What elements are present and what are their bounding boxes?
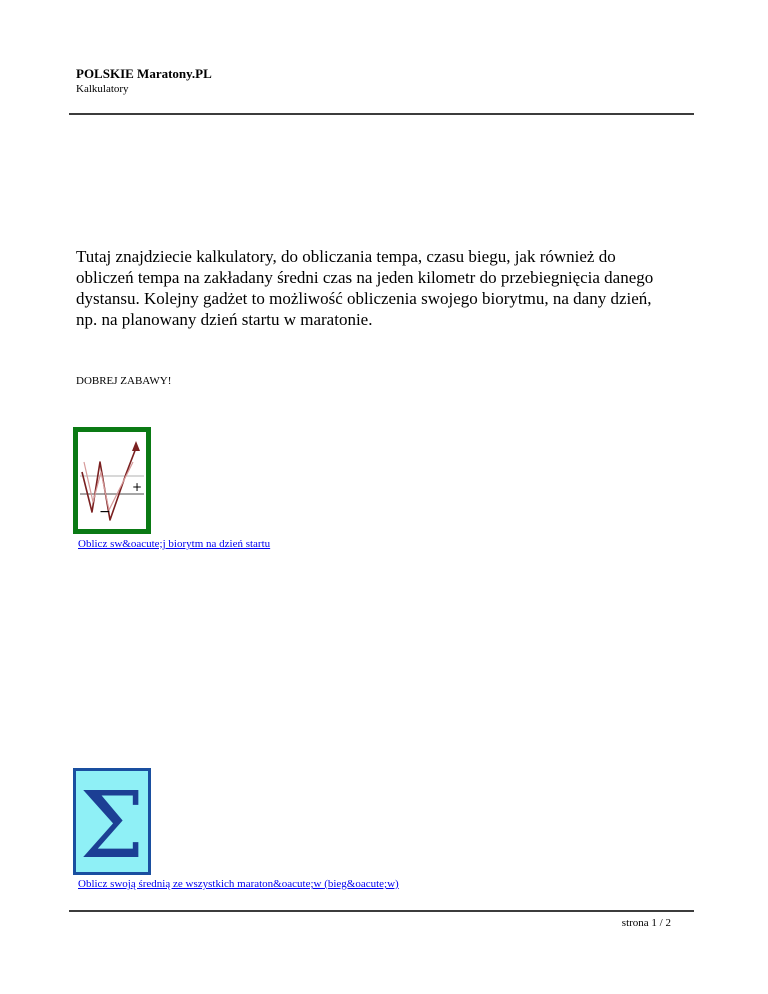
cheer-text: DOBREJ ZABAWY! (76, 375, 172, 387)
site-title: POLSKIE Maratony.PL (76, 66, 212, 81)
page-number: strona 1 / 2 (621, 917, 671, 929)
minus-glyph: − (99, 504, 111, 520)
header-divider (69, 113, 694, 115)
biorhythm-calculator-link[interactable]: Oblicz sw&oacute;j biorytm na dzień startu (78, 538, 271, 550)
footer-divider (69, 910, 694, 912)
average-calculator-link[interactable]: Oblicz swoją średnią ze wszystkich maraton&oacute;w (bieg&oacute;w) (78, 878, 399, 890)
intro-paragraph: Tutaj znajdziecie kalkulatory, do obliczania tempa, czasu biegu, jak również do obliczeń tempa na zakładany średni czas na jeden kilometr do przebiegnięcia danego dystansu. Kolejny gadżet to możliwość obliczenia swojego biorytmu, na dany dzień, np. na planowany dzień startu w maratonie. (76, 247, 654, 329)
sigma-glyph: Σ (79, 772, 145, 872)
sigma-icon[interactable] (73, 768, 151, 875)
section-subtitle: Kalkulatory (76, 83, 129, 95)
biorhythm-chart-icon[interactable] (73, 427, 151, 534)
plus-glyph: + (132, 480, 143, 494)
